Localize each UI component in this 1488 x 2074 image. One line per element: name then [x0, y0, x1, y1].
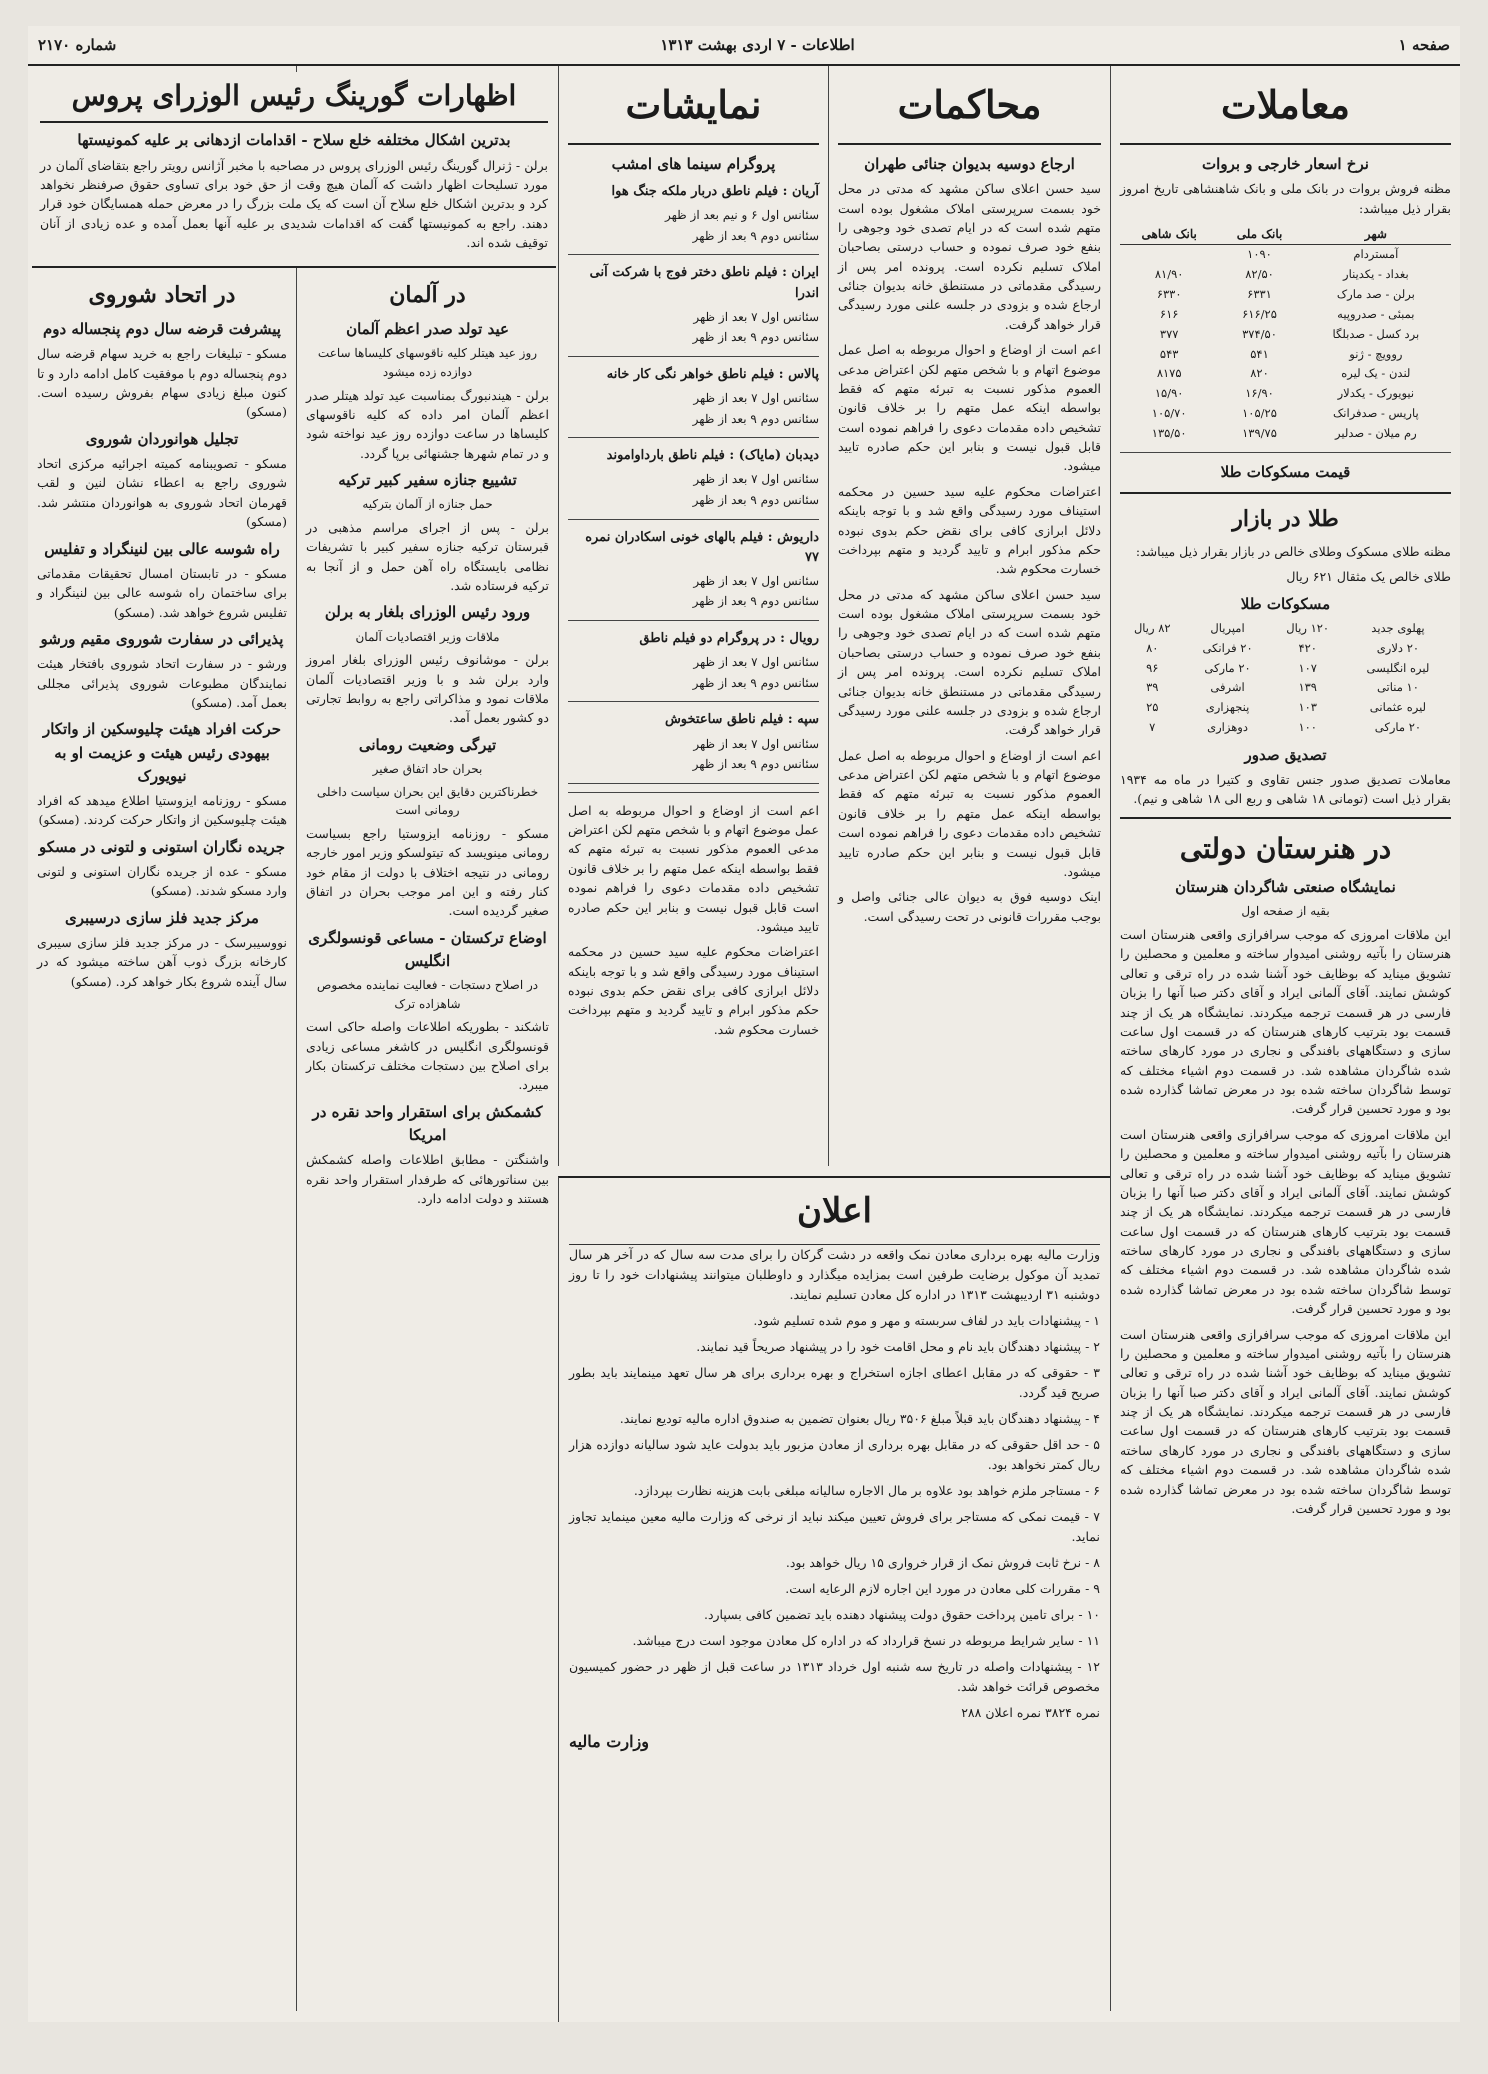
cinema-seance: سئانس دوم ۹ بعد از ظهر	[692, 493, 819, 507]
rates-cell: ۱۰۵/۷۰	[1151, 405, 1187, 420]
coins-title: مسکوکات طلا	[1240, 594, 1331, 613]
rates-row	[1120, 364, 1451, 384]
almaan-body1: برلن - هیندنبورگ بمناسبت عید تولد هیتلر صدر اعظم آلمان امر داده که کلیه ناقوسهای کلیساها در ساعت دوازده روز عید نواخته شود و در تمام شهرها جشنهائی برپا گردد.	[306, 387, 549, 461]
cinema-divider	[568, 356, 819, 357]
elan-item: ۱۱ - سایر شرایط مربوطه در نسخ قرارداد که در اداره کل معادن موجود است درج میباشد.	[632, 1633, 1100, 1649]
rates-header-cell: شهر	[1301, 224, 1451, 245]
mohakemat-title: محاکمات	[838, 72, 1101, 145]
rates-row	[1120, 424, 1451, 444]
rates-cell: ۵۴۳	[1159, 346, 1179, 361]
coins-cell: لیره عثمانی	[1369, 700, 1427, 715]
cinema-seance: سئانس اول ۷ بعد از ظهر	[693, 736, 819, 751]
cinema-seance: سئانس اول ۷ بعد از ظهر	[693, 573, 819, 588]
rates-cell: ۶۱۶/۲۵	[1242, 306, 1277, 321]
rates-cell: بغداد - یکدینار	[1343, 267, 1409, 282]
rates-cell: رم میلان - صدلیر	[1335, 425, 1417, 440]
cinema-name: ایران : فیلم ناطق دختر فوج با شرکت آنی اندرا	[589, 265, 819, 301]
coins-cell: ۸۲ ریال	[1133, 620, 1171, 635]
shoravi-head: حرکت افراد هیئت چلیوسکین از واتکار بیهودی رئیس هیئت و عزیمت او به نیویورک	[42, 720, 282, 785]
almaan-body6: واشنگتن - مطابق اطلاعات واصله کشمکش بین سناتورهائی که طرفدار استقرار واحد نقره هستند و دولت ادامه دارد.	[306, 1152, 549, 1207]
cinema-seance: سئانس اول ۷ بعد از ظهر	[693, 391, 819, 406]
gold-line: طلای خالص یک مثقال ۶۲۱ ریال	[1286, 569, 1451, 585]
coins-cell: ۱۰۳	[1298, 700, 1317, 715]
coins-cell: پهلوی جدید	[1371, 620, 1425, 635]
almaan-head5b: در اصلاح دستجات - فعالیت نماینده مخصوص شاهزاده ترک	[316, 978, 539, 1011]
cinema-seance: سئانس اول ۷ بعد از ظهر	[693, 309, 819, 324]
elan-title: اعلان	[569, 1178, 1100, 1245]
mohakemat-body3: اعتراضات محکوم علیه سید حسین در محکمه استیناف مورد رسیدگی واقع شد و با توجه باینکه دلائل ابرازی کافی برای نقض حکم بدوی نبوده حکم مذکور ابرام و تایید گردید و متهم بپرداخت خسارت محکوم شد.	[838, 483, 1101, 577]
coins-cell: لیره انگلیسی	[1366, 660, 1430, 675]
rates-cell: پاریس - صدفرانک	[1333, 405, 1419, 420]
cinema-seance: سئانس اول ۷ بعد از ظهر	[693, 472, 819, 487]
mohakemat-body2b: اعم است از اوضاع و احوال مربوطه به اصل عمل موضوع اتهام و با شخص متهم لکن اعتراض مدعی العموم مذکور نسبت به تبرئه متهم که فقط بواسطه اینکه عمل متهم را بر خلاف قانون تشخیص داده مقدمات دعوی را فراهم نموده است قابل قبول نیست و بنابر این حکم صادره تایید میشود.	[838, 747, 1101, 879]
mohakemat-body4: اینک دوسیه فوق به دیوان عالی جنائی واصل و بوجب مقررات قانونی در تحت رسیدگی است.	[838, 889, 1101, 924]
almaan-body4: مسکو - روزنامه ایزوستیا راجع بسیاست رومانی مینویسد که تیتولسکو وزیر امور خارجه رومانی در نتیجه اختلاف با دولت از مقام خود کنار رفته و این امر موجب بحران در اتفاق صغیر گردیده است.	[306, 825, 549, 919]
coins-row	[1120, 678, 1451, 698]
almaan-title: در آلمان	[389, 282, 466, 308]
rates-cell: برد کسل - صدبلگا	[1332, 326, 1420, 341]
coins-cell: ۲۰ مارکی	[1204, 660, 1251, 675]
tasdiq-title: تصدیق صدور	[1244, 745, 1327, 764]
elan-item: ۱۲ - پیشنهادات واصله در تاریخ سه شنبه اول خرداد ۱۳۱۳ در ساعت قبل از ظهر در حضور کمیسیون مخصوص قرائت خواهد شد.	[569, 1659, 1100, 1695]
almaan-body2: برلن - پس از اجرای مراسم مذهبی در قبرستان ترکیه جنازه سفیر کبیر با تشریفات نظامی بایستگاه راه آهن حمل و از آنجا به ترکیه فرستاده شد.	[306, 519, 549, 593]
cinema-divider	[568, 701, 819, 702]
honarestan-title: در هنرستان دولتی	[1179, 831, 1392, 865]
prussia-title: اظهارات گورینگ رئیس الوزرای پروس	[40, 72, 548, 123]
coins-cell: ۲۰ دلاری	[1376, 640, 1420, 655]
mohakemat-head1: ارجاع دوسیه بدیوان جنائی طهران	[864, 154, 1075, 173]
rates-row	[1120, 265, 1451, 285]
coins-cell: پنجهزاری	[1205, 700, 1250, 715]
muamelat-title: معاملات	[1120, 72, 1451, 145]
page-label: صفحه ۱	[1398, 36, 1450, 54]
cinema-seance: سئانس دوم ۹ بعد از ظهر	[692, 330, 819, 345]
coins-table	[1120, 619, 1451, 738]
rates-cell: ۸۱۷۵	[1156, 366, 1182, 381]
cinema-seance: سئانس دوم ۹ بعد از ظهر	[692, 757, 819, 772]
cinema-name: دیدبان (مایاک) : فیلم ناطق بارداواموند	[606, 448, 819, 464]
rates-cell: روویچ - ژنو	[1349, 346, 1403, 361]
elan-item: ۲ - پیشنهاد دهندگان باید نام و محل اقامت خود را در پیشنهاد صریحاً قید نمایند.	[696, 1339, 1100, 1355]
elan-item: ۸ - نرخ ثابت فروش نمک از قرار خرواری ۱۵ ریال خواهد بود.	[785, 1555, 1100, 1571]
elan-item: ۶ - مستاجر ملزم خواهد بود علاوه بر مال الاجاره سالیانه مبلغی بابت هزینه نظارت بپردازد.	[633, 1483, 1100, 1499]
rates-cell: لندن - یک لیره	[1341, 366, 1411, 381]
cinema-seance: سئانس دوم ۹ بعد از ظهر	[692, 594, 819, 609]
cinema-item	[568, 528, 819, 621]
mohakemat-body1: سید حسن اعلای ساکن مشهد که مدتی در محل خود بسمت سرپرستی املاک مشغول بوده است متهم شده است که در ایام تصدی خود وجوهی را بنفع خود صرف نموده و حساب درستی بصاحبان املاک تسلیم نکرده است. پرونده امر پس از رسیدگی مقدماتی در مستنطق خانه بدیوان جنائی ارجاع شده و بزودی در جلسه علنی مورد رسیدگی قرار خواهد گرفت.	[838, 181, 1101, 332]
coins-row	[1120, 698, 1451, 718]
rates-row	[1120, 285, 1451, 305]
rates-cell: ۱۳۵/۵۰	[1151, 425, 1187, 440]
coins-cell: ۱۰ مناتی	[1376, 680, 1419, 695]
elan-item: ۱ - پیشنهادات باید در لفاف سربسته و مهر و موم شده تسلیم شود.	[753, 1313, 1100, 1329]
mohakemat-body2: اعم است از اوضاع و احوال مربوطه به اصل عمل موضوع اتهام و با شخص متهم لکن اعتراض مدعی العموم مذکور نسبت به تبرئه متهم که فقط بواسطه اینکه عمل متهم را بر خلاف قانون تشخیص داده مقدمات دعوی را فراهم نموده است قابل قبول نیست و بنابر این حکم صادره تایید میشود.	[838, 342, 1101, 474]
almaan-head4: تیرگی وضعیت رومانی	[358, 735, 497, 754]
namayeshat-extra: اعم است از اوضاع و احوال مربوطه به اصل عمل موضوع اتهام و با شخص متهم لکن اعتراض مدعی العموم مذکور نسبت به تبرئه متهم که فقط بواسطه اینکه عمل متهم را بر خلاف قانون تشخیص داده مقدمات دعوی را فراهم نموده است قابل قبول نیست و بنابر این حکم صادره تایید میشود.	[568, 802, 819, 934]
rates-row	[1120, 345, 1451, 365]
coins-row	[1120, 619, 1451, 639]
rates-cell: ۱۶/۹۰	[1245, 386, 1274, 401]
almaan-head3b: ملاقات وزیر اقتصادیات آلمان	[355, 629, 500, 644]
shoravi-list	[37, 318, 287, 991]
rates-cell: نیویورک - یکدلار	[1337, 386, 1415, 401]
cinema-seance: سئانس دوم ۹ بعد از ظهر	[692, 675, 819, 690]
shoravi-head: پذیرائی در سفارت شوروی مقیم ورشو	[40, 629, 284, 648]
gold-intro: مظنه طلای مسکوک وطلای خالص در بازار بقرار ذیل میباشد:	[1135, 543, 1451, 559]
rates-cell: ۶۳۳۱	[1247, 287, 1272, 302]
cinema-item	[568, 182, 819, 255]
rates-cell	[1120, 245, 1218, 265]
coins-cell: ۸۰	[1146, 640, 1159, 655]
cinema-item	[568, 446, 819, 519]
paper-date: اطلاعات - ۷ اردی بهشت ۱۳۱۳	[660, 36, 855, 54]
rates-cell: ۳۷۷	[1159, 326, 1179, 341]
cinema-divider	[568, 620, 819, 621]
almaan-head2b: حمل جنازه از آلمان بترکیه	[362, 497, 493, 512]
coins-cell: ۷	[1149, 720, 1156, 735]
shoravi-head: راه شوسه عالی بین لنینگراد و تفلیس	[44, 539, 280, 558]
coins-cell: ۳۹	[1146, 680, 1159, 695]
elan-item: ۱۰ - برای تامین پرداخت حقوق دولت پیشنهاد دهنده باید تضمین کافی بسپارد.	[703, 1607, 1100, 1623]
column-muamelat	[1110, 66, 1460, 2011]
honarestan-body-repeat-2: این ملاقات امروزی که موجب سرافرازی واقعی هنرستان است هنرستان را بآتیه روشنی امیدوار ساخته و معلمین و محصلین را تشویق میناید که بوظایف خود آشنا شده در راه ترقی و تعالی کوشش نمایند. آقای آلمانی ایراد و آقای دکتر صبا آنها را بزبان فارسی در هر قسمت ترجمه میکردند. نمایشگاه هر یک از چند قسمت بود بترتیب کارهای هنرستان که در قسمت اول ساعت سازی و دستگاههای بافندگی و نجاری در مورد کارهای ساخته شده شاگردان مشاهده شد. در قسمت دوم اشیاء مختلف که توسط شاگردان ساخته شده بود در معرض تماشا گذارده شده بود و مورد تحسین قرار گرفت.	[1120, 1326, 1451, 1516]
newspaper-page	[28, 26, 1460, 2022]
cinema-divider	[568, 519, 819, 520]
coins-cell: ۱۰۷	[1298, 660, 1317, 675]
almaan-body3: برلن - موشانوف رئیس الوزرای بلغار امروز وارد برلن شد و با وزیر اقتصادیات آلمان ملاقات نمود و مذاکراتی راجع به روابط تجارتی دو کشور بعمل آمد.	[306, 652, 549, 726]
coins-cell: ۱۰۰	[1298, 720, 1317, 735]
prussia-subtitle: بدترین اشکال مختلفه خلع سلاح - اقدامات ازدهانی بر علیه کمونیستها	[77, 131, 511, 150]
elan-item: ۳ - حقوقی که در مقابل اعطای اجازه استخراج و بهره برداری برای هر سال تعهد مینمایند باید بطور صریح قید گردد.	[569, 1365, 1100, 1401]
coins-cell: ۲۰ فرانکی	[1202, 640, 1253, 655]
coins-cell: امپریال	[1210, 620, 1245, 635]
rates-cell: ۸۱/۹۰	[1154, 267, 1184, 282]
elan-item: ۷ - قیمت نمکی که مستاجر برای فروش تعیین میکند نباید از نرخی که وزارت مالیه معین مینماید تجاوز نماید.	[569, 1509, 1100, 1545]
almaan-head1: عید تولد صدر اعظم آلمان	[346, 320, 509, 339]
rates-cell: بمبئی - صدروپیه	[1337, 306, 1415, 321]
shoravi-head: مرکز جدید فلز سازی درسیبری	[65, 908, 259, 927]
cinema-list	[568, 182, 819, 784]
honarestan-body-repeat: این ملاقات امروزی که موجب سرافرازی واقعی هنرستان است هنرستان را بآتیه روشنی امیدوار ساخته و معلمین و محصلین را تشویق میناید که بوظایف خود آشنا شده در راه ترقی و تعالی کوشش نمایند. آقای آلمانی ایراد و آقای دکتر صبا آنها را بزبان فارسی در هر قسمت ترجمه میکردند. نمایشگاه هر یک از چند قسمت بود بترتیب کارهای هنرستان که در قسمت اول ساعت سازی و دستگاههای بافندگی و نجاری در مورد کارهای ساخته شده شاگردان مشاهده شد. در قسمت دوم اشیاء مختلف که توسط شاگردان ساخته شده بود در معرض تماشا گذارده شده بود و مورد تحسین قرار گرفت.	[1120, 1126, 1451, 1317]
coins-cell: دوهزاری	[1207, 720, 1248, 735]
cinema-name: سپه : فیلم ناطق ساعتخوش	[664, 712, 819, 728]
cinema-seance: سئانس دوم ۹ بعد از ظهر	[692, 411, 819, 426]
coins-row	[1120, 659, 1451, 679]
coins-row	[1120, 718, 1451, 738]
cinema-name: رویال : در پروگرام دو فیلم ناطق	[639, 631, 819, 647]
shoravi-body: مسکو - در تابستان امسال تحقیقات مقدماتی برای ساختمان راه شوسه عالی بین لنینگراد و تفلیس شروع خواهد شد. (مسکو)	[37, 565, 287, 620]
rates-cell: برلن - صد مارک	[1336, 287, 1415, 302]
elan-box	[558, 1176, 1110, 2022]
honarestan-body: این ملاقات امروزی که موجب سرافرازی واقعی هنرستان است هنرستان را بآتیه روشنی امیدوار ساخته و معلمین و محصلین را تشویق میناید که بوظایف خود آشنا شده در راه ترقی و تعالی کوشش نمایند. آقای آلمانی ایراد و آقای دکتر صبا آنها را بزبان فارسی در هر قسمت ترجمه میکردند. نمایشگاه هر یک از چند قسمت بود بترتیب کارهای هنرستان که در قسمت اول ساعت سازی و دستگاههای بافندگی و نجاری در مورد کارهای ساخته شده شاگردان مشاهده شد. در قسمت دوم اشیاء مختلف که توسط شاگردان ساخته شده بود در معرض تماشا گذارده شده بود و مورد تحسین قرار گرفت.	[1120, 927, 1451, 1117]
rates-header-cell: بانک ملی	[1218, 224, 1300, 245]
elan-items	[569, 1311, 1100, 1697]
almaan-head2: تشییع جنازه سفیر کبیر ترکیه	[338, 471, 517, 490]
almaan-head3: ورود رئیس الوزرای بلغار به برلن	[324, 603, 531, 622]
coins-cell: ۱۳۹	[1298, 680, 1317, 695]
rates-head: نرخ اسعار خارجی و بروات	[1202, 154, 1369, 173]
coins-cell: ۹۶	[1146, 660, 1159, 675]
shoravi-head: جریده نگاران استونی و لتونی در مسکو	[38, 837, 286, 856]
coins-cell: ۲۵	[1146, 700, 1159, 715]
rates-cell: ۸۲۰	[1250, 366, 1269, 381]
almaan-body5: تاشکند - بطوریکه اطلاعات واصله حاکی است قونسولگری انگلیس در کاشغر مساعی زیادی برای اصلاح بین دستجات مختلف ترکستان بکار میبرد.	[306, 1019, 549, 1093]
coins-row	[1120, 639, 1451, 659]
shoravi-body: مسکو - تصویبنامه کمیته اجرائیه مرکزی اتحاد شوروی راجع به اعطاء نشان لنین و لقب قهرمان اتحاد شوروی به هوانوردان منتشر شد. (مسکو)	[37, 456, 287, 530]
coins-cell: ۴۲۰	[1298, 640, 1317, 655]
shoravi-head: پیشرفت قرضه سال دوم پنجساله دوم	[42, 320, 281, 339]
rates-cell: ۱۳۹/۷۵	[1242, 425, 1277, 440]
almaan-head6: کشمکش برای استقرار واحد نقره در امریکا	[312, 1102, 543, 1145]
cinema-item	[568, 365, 819, 438]
rates-cell: ۱۰۵/۲۵	[1242, 405, 1277, 420]
coin-note: قیمت مسکوکات طلا	[1220, 462, 1351, 481]
column-mohakemat	[828, 66, 1110, 1166]
rates-cell: ۶۱۶	[1159, 306, 1179, 321]
cinema-divider	[568, 783, 819, 784]
shoravi-body: مسکو - تبلیغات راجع به خرید سهام قرضه سال دوم پنجساله دوم با موفقیت کامل ادامه دارد و تا کنون مبلغ زیادی سهام بفروش رسیده است. (مسکو)	[37, 346, 287, 420]
rates-intro: مظنه فروش بروات در بانک ملی و بانک شاهنشاهی تاریخ امروز بقرار ذیل میباشد:	[1120, 181, 1451, 216]
almaan-head5: اوضاع ترکستان - مساعی قونسولگری انگلیس	[308, 928, 547, 970]
shoravi-body: ورشو - در سفارت اتحاد شوروی بافتخار هیئت نمایندگان مطبوعات شوروی پذیرائی مجللی بعمل آمد. (مسکو)	[37, 656, 287, 710]
cinema-divider	[568, 254, 819, 255]
tasdiq-text: معاملات تصدیق صدور جنس تقاوی و کتیرا در ماه مه ۱۹۳۴ بقرار ذیل است (تومانی ۱۸ شاهی و ربع الی ۱۸ شاهی و نیم).	[1120, 772, 1451, 807]
honarestan-subtitle: نمایشگاه صنعتی شاگردان هنرستان	[1175, 878, 1396, 897]
cinema-item	[568, 629, 819, 702]
shoravi-body: مسکو - عده از جریده نگاران استونی و لتونی وارد مسکو شدند. (مسکو)	[37, 864, 287, 899]
rates-cell: ۵۴۱	[1250, 346, 1269, 361]
prog-title: پروگرام سینما های امشب	[611, 154, 776, 173]
namayeshat-title: نمایشات	[568, 72, 819, 145]
coins-cell: ۱۲۰ ریال	[1286, 620, 1330, 635]
cinema-name: داریوش : فیلم بالهای خونی اسکادران نمره ۷۷	[585, 529, 819, 565]
almaan-head4c: خطرناکترین دقایق این بحران سیاست داخلی رومانی است	[316, 784, 539, 818]
coins-cell: ۲۰ مارکی	[1374, 720, 1422, 735]
rates-row	[1120, 305, 1451, 325]
mohakemat-body1b: سید حسن اعلای ساکن مشهد که مدتی در محل خود بسمت سرپرستی املاک مشغول بوده است متهم شده است که در ایام تصدی خود وجوهی را بنفع خود صرف نموده و حساب درستی بصاحبان املاک تسلیم نکرده است. پرونده امر پس از رسیدگی مقدماتی در مستنطق خانه بدیوان جنائی ارجاع شده و بزودی در جلسه علنی مورد رسیدگی قرار خواهد گرفت.	[838, 586, 1101, 738]
coins-cell: اشرفی	[1210, 680, 1245, 695]
cinema-name: پالاس : فیلم ناطق خواهر نگی کار خانه	[606, 366, 819, 382]
almaan-head1b: روز عید هیتلر کلیه ناقوسهای کلیساها ساعت دوازده زده میشود	[317, 346, 538, 379]
rates-cell: ۱۰۹۰	[1247, 247, 1272, 262]
rates-table	[1120, 224, 1451, 444]
elan-item: ۹ - مقررات کلی معادن در مورد این اجاره لازم الرعایه است.	[785, 1581, 1100, 1597]
rates-row	[1120, 325, 1451, 345]
elan-item: ۵ - حد اقل حقوقی که در مقابل بهره برداری از معادن مزبور باید بدولت عاید شود سالیانه دوازده هزار ریال کمتر نخواهد بود.	[569, 1437, 1100, 1473]
column-almaan	[296, 66, 558, 2011]
shoravi-head: تجلیل هوانوردان شوروی	[85, 429, 239, 448]
rates-row	[1120, 384, 1451, 404]
rates-cell: ۱۵/۹۰	[1154, 386, 1184, 401]
elan-intro: وزارت مالیه بهره برداری معادن نمک واقعه در دشت گرکان را برای مدت سه سال که در آخر هر سال تمدید آن موکول برضایت طرفین است بمزایده میگذارد و داوطلبان میتوانند پیشنهادات خود را تا روز دوشنبه ۳۱ اردیبهشت ۱۳۱۳ در اداره کل معادن تسلیم نمایند.	[569, 1247, 1100, 1303]
elan-footer: نمره ۳۸۲۴ نمره اعلان ۲۸۸	[961, 1705, 1100, 1721]
rates-row	[1120, 404, 1451, 424]
cinema-divider	[568, 437, 819, 438]
prussia-box	[32, 72, 556, 268]
gold-title: طلا در بازار	[1232, 505, 1339, 532]
rates-header-cell: بانک شاهی	[1120, 224, 1218, 245]
shoravi-body: نووسیبرسک - در مرکز جدید فلز سازی سیبری کارخانه بزرگ ذوب آهن ساخته میشود که در سال آینده شروع بکار خواهد کرد. (مسکو)	[37, 935, 287, 989]
cinema-name: آریان : فیلم ناطق دربار ملکه جنگ هوا	[611, 184, 819, 200]
namayeshat-extra2: اعتراضات محکوم علیه سید حسین در محکمه استیناف مورد رسیدگی واقع شد و با توجه باینکه دلائل ابرازی کافی برای نقض حکم بدوی نبوده حکم مذکور ابرام و تایید گردید و متهم بپرداخت خسارت محکوم شد.	[568, 944, 819, 1037]
rates-cell: ۶۳۳۰	[1156, 287, 1182, 302]
cinema-seance: سئانس اول ۷ بعد از ظهر	[693, 655, 819, 670]
cinema-item	[568, 710, 819, 783]
rates-cell: ۸۲/۵۰	[1245, 267, 1274, 282]
cinema-item	[568, 263, 819, 356]
elan-item: ۴ - پیشنهاد دهندگان باید قبلاً مبلغ ۳۵۰۶ ریال بعنوان تضمین به صندوق اداره مالیه تودیع نمایند.	[619, 1411, 1100, 1427]
elan-signature: وزارت مالیه	[569, 1732, 649, 1752]
masthead	[28, 26, 1460, 66]
cinema-seance: سئانس دوم ۹ بعد از ظهر	[692, 228, 819, 243]
rates-row	[1120, 245, 1451, 265]
almaan-head4b: بحران حاد اتفاق صغیر	[372, 761, 483, 776]
honarestan-cont: بقیه از صفحه اول	[1241, 904, 1330, 919]
rates-cell: آمستردام	[1353, 247, 1399, 262]
rates-cell: ۳۷۴/۵۰	[1242, 326, 1277, 341]
prussia-body: برلن - ژنرال گورینگ رئیس الوزرای پروس در مصاحبه با مخبر آژانس رویتر راجع بتقاضای آلمان در مورد تسلیحات اظهار داشت که آلمان هیچ وقت از حق خود برای تساوی حقوق صرفنظر نخواهد کرد و بدترین اشکال خلع سلاح آن است که یک ملت بزرگ را در معرض حمله همسایگان خود قرار دهند. راجع به کمونیستها گفت که اقدامات شدیدی بر علیه آنها بعمل آمده و عده زیادی از آنان توقیف شده اند.	[40, 157, 548, 251]
shoravi-body: مسکو - روزنامه ایزوستیا اطلاع میدهد که افراد هیئت چلیوسکین از واتکار حرکت کردند. (مسکو)	[37, 793, 287, 828]
issue-number: شماره ۲۱۷۰	[38, 36, 117, 54]
column-shoravi	[28, 66, 296, 2011]
column-namayeshat	[558, 66, 828, 1166]
shoravi-title: در اتحاد شوروی	[88, 282, 236, 308]
cinema-seance: سئانس اول ۶ و نیم بعد از ظهر	[665, 208, 819, 223]
